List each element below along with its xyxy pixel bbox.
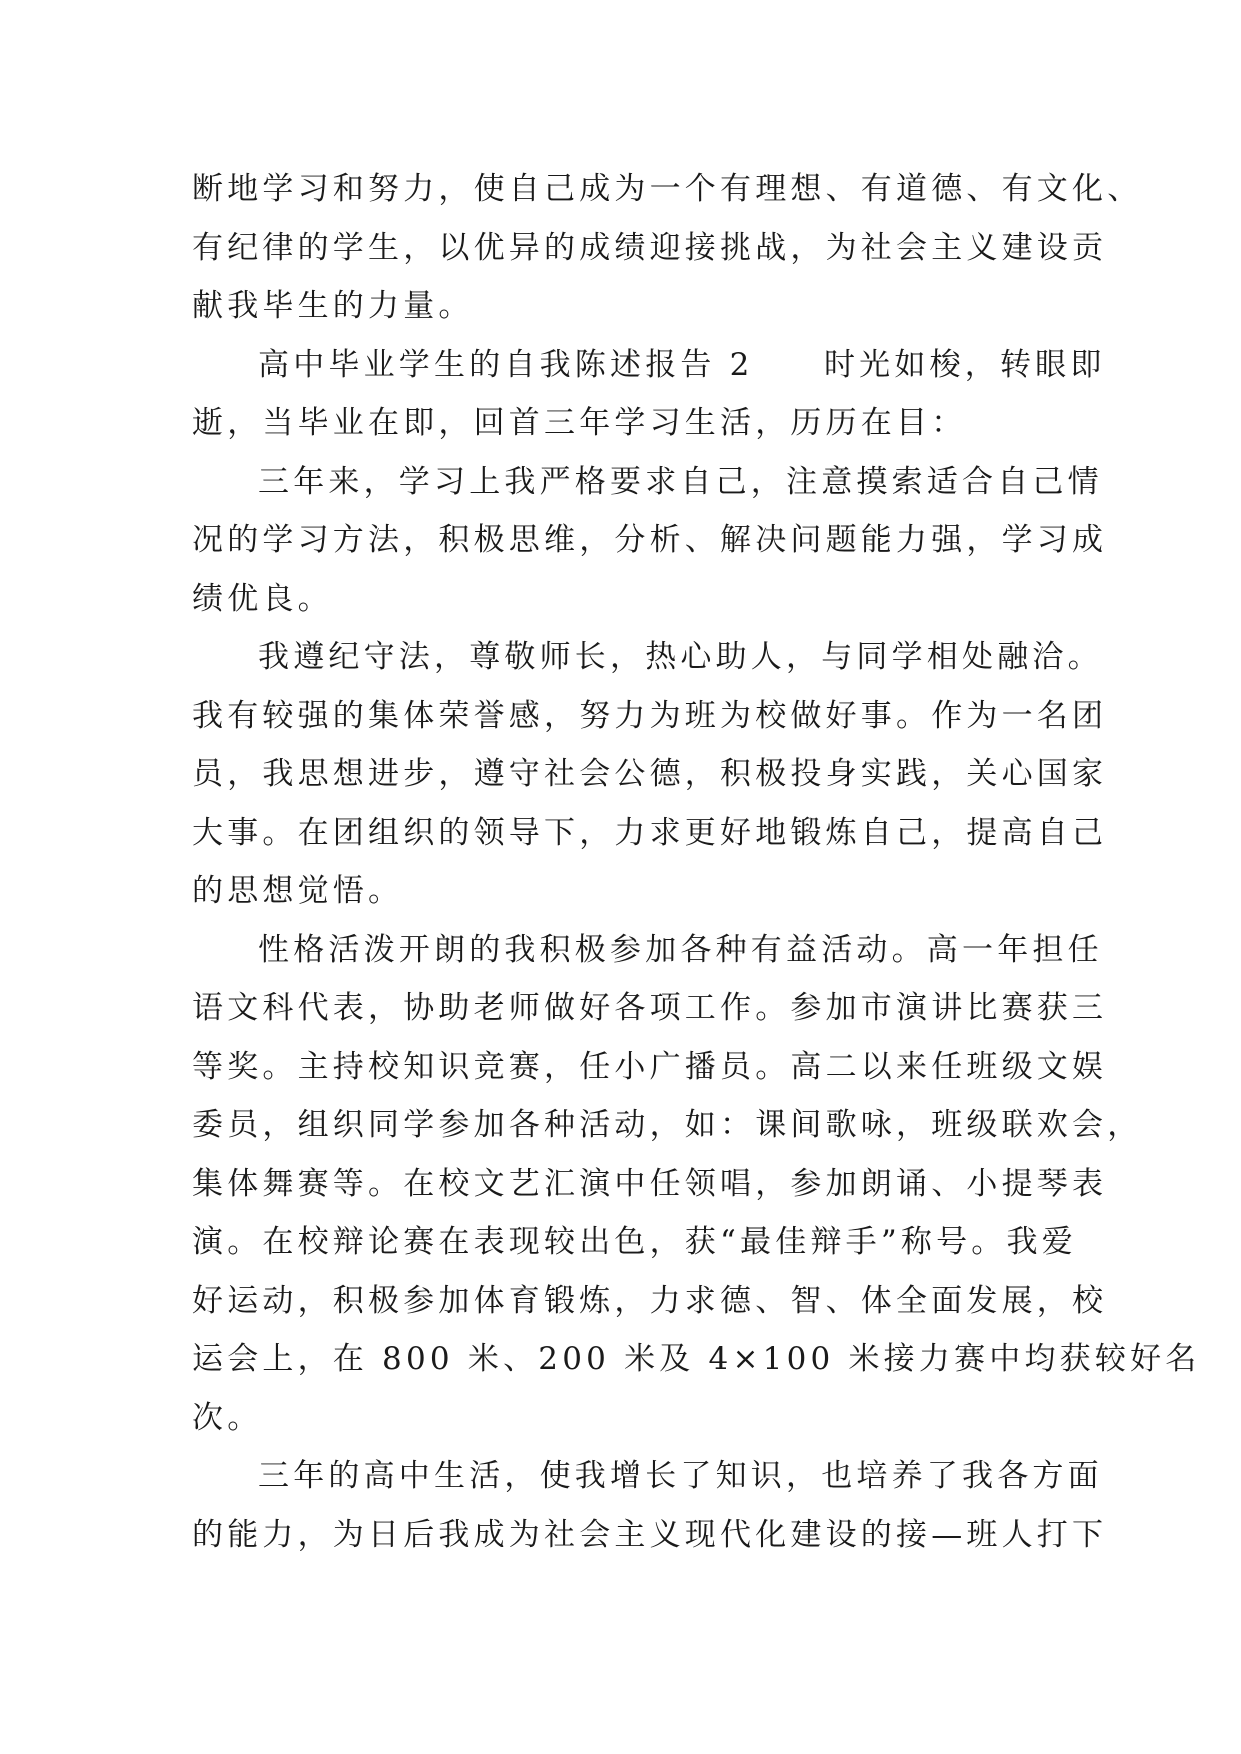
document-body: [192, 160, 1201, 1564]
text-line: 的能力，为日后我成为社会主义现代化建设的接—班人打下: [192, 1516, 1108, 1553]
text-line: 次。: [192, 1399, 263, 1436]
paragraph-start-line: 性格活泼开朗的我积极参加各种有益活动。高一年担任: [258, 931, 1103, 968]
text-line: 献我毕生的力量。: [192, 288, 474, 324]
paragraph-start-line: 三年的高中生活，使我增长了知识，也培养了我各方面: [258, 1458, 1103, 1494]
text-line: 大事。在团组织的领导下，力求更好地锻炼自己，提高自己: [192, 814, 1108, 851]
text-line: 的思想觉悟。: [192, 873, 404, 909]
text-line: 集体舞赛等。在校文艺汇演中任领唱，参加朗诵、小提琴表: [192, 1165, 1108, 1202]
paragraph-start-line: 三年来，学习上我严格要求自己，注意摸索适合自己情: [258, 463, 1103, 500]
text-line: 等奖。主持校知识竞赛，任小广播员。高二以来任班级文娱: [192, 1048, 1108, 1085]
text-line: 好运动，积极参加体育锻炼，力求德、智、体全面发展，校: [192, 1282, 1108, 1319]
text-line: 断地学习和努力，使自己成为一个有理想、有道德、有文化、: [192, 171, 1143, 207]
text-line: 语文科代表，协助老师做好各项工作。参加市演讲比赛获三: [192, 990, 1108, 1026]
text-line: 有纪律的学生，以优异的成绩迎接挑战，为社会主义建设贡: [192, 229, 1108, 266]
paragraph-start-line: 我遵纪守法，尊敬师长，热心助人，与同学相处融洽。: [258, 639, 1103, 675]
text-line: 况的学习方法，积极思维，分析、解决问题能力强，学习成: [192, 522, 1108, 558]
text-line: 运会上，在 800 米、200 米及 4×100 米接力赛中均获较好名: [192, 1341, 1201, 1377]
text-line: 员，我思想进步，遵守社会公德，积极投身实践，关心国家: [192, 756, 1108, 792]
text-line: 演。在校辩论赛在表现较出色，获“最佳辩手”称号。我爱: [192, 1224, 1077, 1260]
text-line: 委员，组织同学参加各种活动，如：课间歌咏，班级联欢会，: [192, 1107, 1143, 1143]
section-heading-line: 高中毕业学生的自我陈述报告 2 时光如梭，转眼即: [258, 346, 1106, 383]
text-line: 我有较强的集体荣誉感，努力为班为校做好事。作为一名团: [192, 697, 1108, 734]
text-line: 绩优良。: [192, 580, 333, 617]
text-line: 逝，当毕业在即，回首三年学习生活，历历在目：: [192, 405, 967, 441]
